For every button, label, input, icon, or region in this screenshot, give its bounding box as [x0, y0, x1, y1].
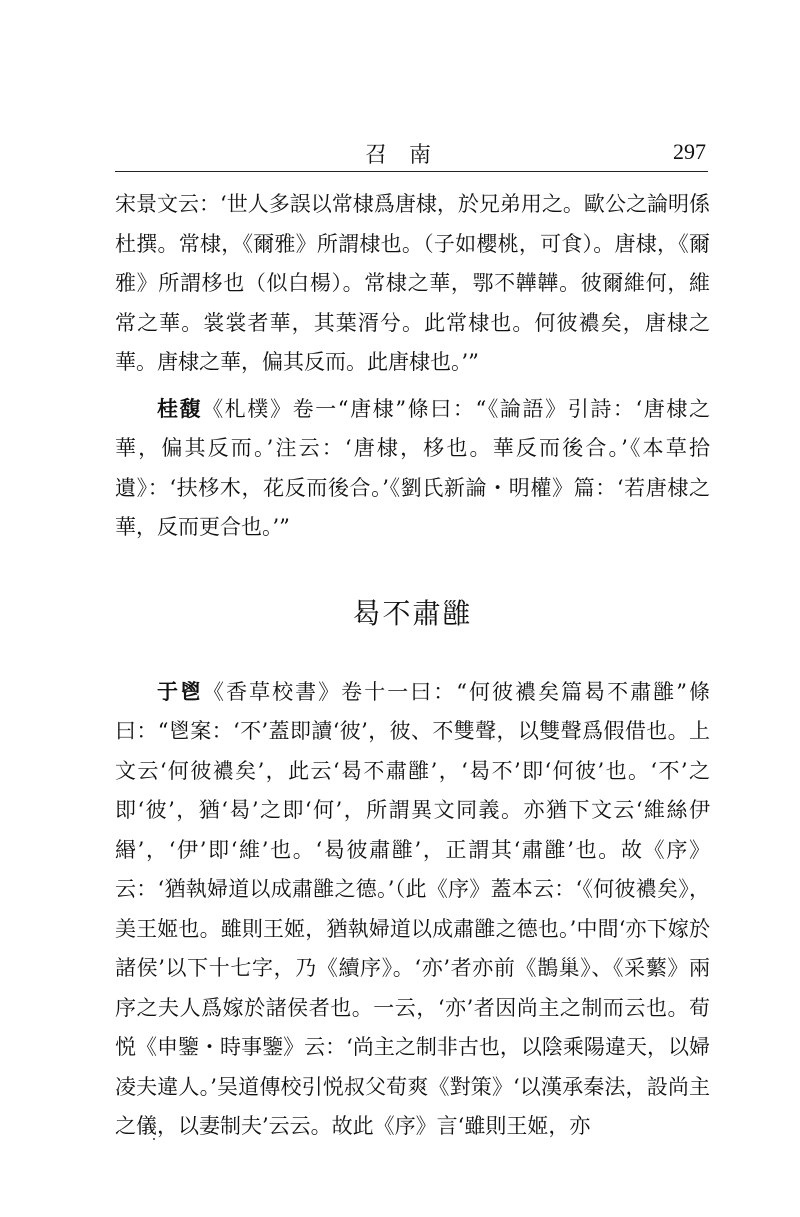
paragraph-yu-chang: [115, 672, 710, 1147]
section-heading: 曷不肅雝: [352, 596, 473, 630]
paragraph-3-text: 《香草校書》卷十一曰：“何彼襛矣篇曷不肅雝”條曰：“鬯案：‘不’蓋即讀‘彼’，彼、不雙聲，以雙聲爲假借也。上文云‘何彼襛矣’，此云‘曷不肅雝’，‘曷不’即‘何彼’也。‘不’之即‘彼’，猶‘曷’之即‘何’，所謂異文同義。亦猶下文云‘維絲伊緡’，‘伊’即‘維’也。‘曷彼肅雝’，正謂其‘肅雝’也。故《序》云：‘猶執婦道以成肅雝之德。’（此《序》蓋本云：‘《何彼襛矣》，美王姬也。雖則王姬，猶執婦道以成肅雝之德也。’中間‘亦下嫁於諸侯’以下十七字，乃《續序》。‘亦’者亦前《鵲巢》、《采蘩》兩序之夫人爲嫁於諸侯者也。一云，‘亦’者因尚主之制而云也。荀悦《申鑒・時事鑒》云：‘尚主之制非古也，以陰乘陽違天，以婦凌夫違人。’吴道傳校引悦叔父荀爽《對策》‘以漢承秦法，設尚主之儀，以妻制夫’云云。故此《序》言‘雖則王姬，亦: [115, 679, 710, 1138]
page-number: 297: [673, 139, 706, 164]
print-speck: [153, 1138, 155, 1140]
author-name-gui-fu: 桂馥: [157, 395, 203, 421]
paragraph-gui-fu: [115, 389, 710, 548]
paragraph-2-text: 《札樸》卷一“唐棣”條曰：“《論語》引詩：‘唐棣之華，偏其反而。’注云：‘唐棣，栘也。華反而後合。’《本草拾遺》：‘扶栘木，花反而後合。’《劉氏新論・明權》篇：‘若唐棣之華，反而更合也。’”: [115, 396, 710, 539]
header-rule: [115, 171, 708, 172]
page-header: [115, 136, 708, 172]
body-text: [115, 185, 710, 1147]
paragraph-1-text: 宋景文云：‘世人多誤以常棣爲唐棣，於兄弟用之。歐公之論明係杜撰。常棣，《爾雅》所謂棣也。（子如櫻桃，可食）。唐棣，《爾雅》所謂栘也（似白楊）。常棣之華，鄂不韡韡。彼爾維何，維常之華。裳裳者華，其葉湑兮。此常棣也。何彼襛矣，唐棣之華。唐棣之華，偏其反而。此唐棣也。’”: [115, 192, 710, 374]
paragraph-song-jingwen: [115, 185, 710, 383]
running-head-title: 召南: [365, 143, 454, 168]
author-name-yu-chang: 于鬯: [157, 678, 204, 704]
